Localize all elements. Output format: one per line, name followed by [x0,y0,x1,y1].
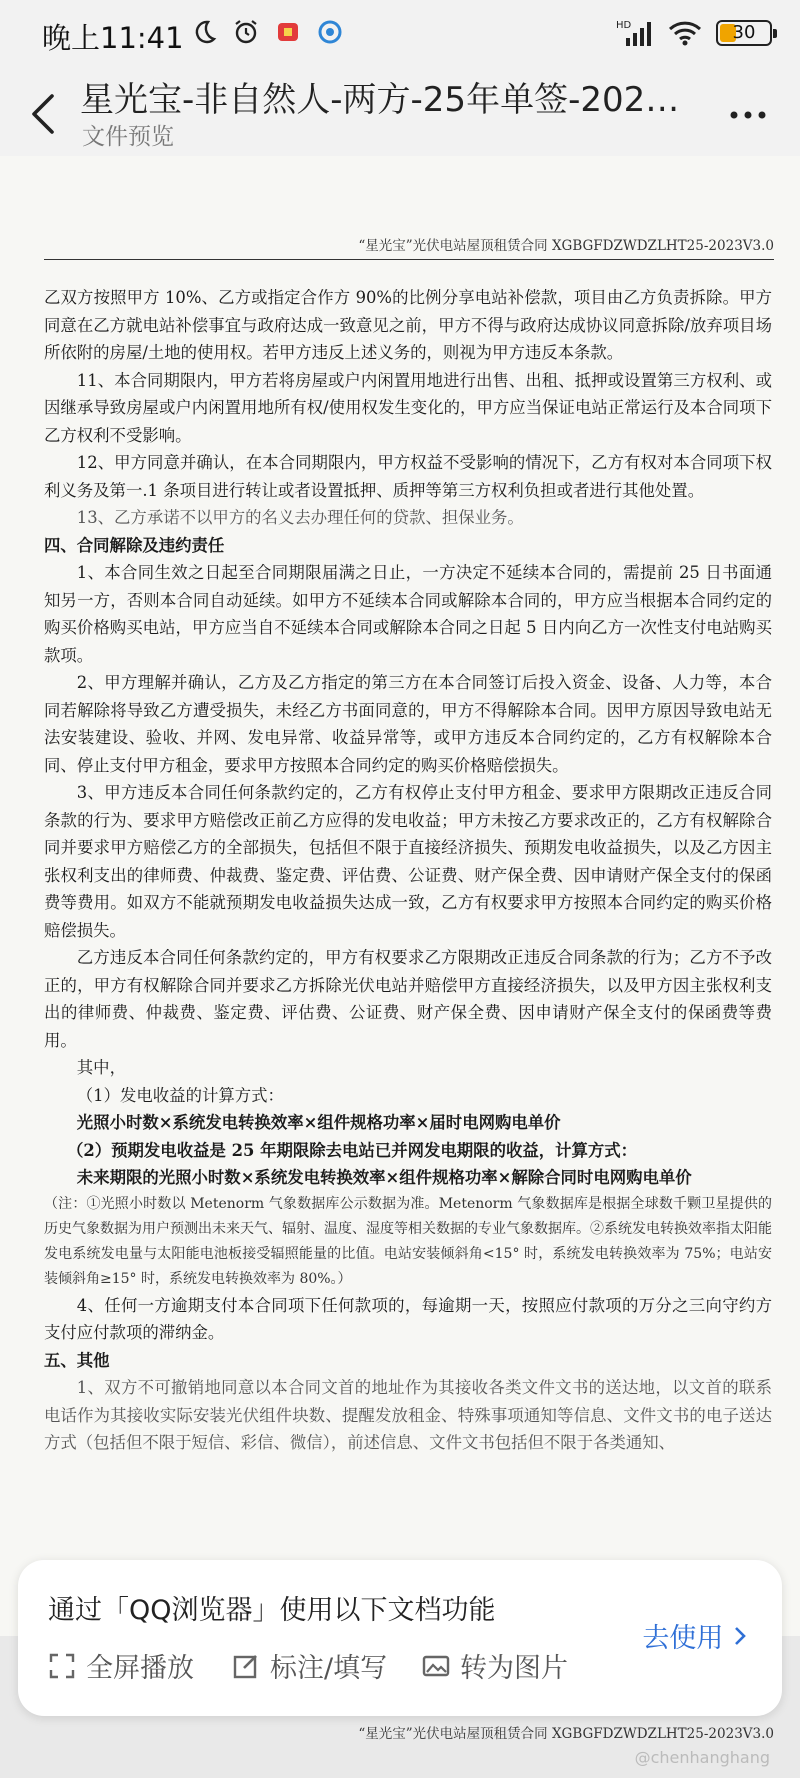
fullscreen-play-button[interactable] [48,1646,194,1685]
alarm-icon [232,18,260,46]
contract-body [44,284,772,1457]
paragraph: 其中， [76,1058,126,1077]
wifi-icon [668,19,702,47]
paragraph: 12、甲方同意并确认，在本合同期限内，甲方权益不受影响的情况下，乙方有权对本合同项下权利义务及第一.1 条项目进行转让或者设置抵押、质押等第三方权利负担或者进行其他处置。 [44,453,772,500]
paragraph: 1、双方不可撤销地同意以本合同文首的地址作为其接收各类文件文书的送达地，以文首的联系电话作为其接收实际安装光伏组件块数、提醒发放租金、特殊事项通知等信息、文件文书的电子送达方式（包括但不限于短信、彩信、微信），前述信息、文件文书包括但不限于各类通知、 [44,1378,772,1452]
fullscreen-play-label: 全屏播放 [86,1653,194,1684]
paragraph: （1）发电收益的计算方式： [76,1085,284,1105]
paragraph: 3、甲方违反本合同任何条款约定的，乙方有权停止支付甲方租金、要求甲方限期改正违反合同条款的行为、要求甲方赔偿改正前乙方应得的发电收益；甲方未按乙方要求改正的，乙方有权解除合同并要求甲方赔偿乙方的全部损失，包括但不限于直接经济损失、预期发电收益损失，以及乙方因主张权利支出的律师费、仲裁费、鉴定费、评估费、公证费、财产保全费、因申请财产保全支付的保函费等费用。如双方不能就预期发电收益损失达成一致，乙方有权要求甲方按照本合同约定的购买价格赔偿损失。 [44,783,772,940]
image-icon [422,1652,450,1680]
paragraph: 1、本合同生效之日起至合同期限届满之日止，一方决定不延续本合同的，需提前 25 日书面通知另一方，否则本合同自动延续。如甲方不延续本合同或解除本合同的，甲方应当根据本合同约定的购买价格购买电站，甲方应当自不延续本合同或解除本合同之日起 5 日内向乙方一次性支付电站购买款项。 [44,563,772,665]
go-use-button[interactable] [642,1616,748,1655]
go-use-label: 去使用 [642,1623,724,1654]
paragraph: 乙双方按照甲方 10%、乙方或指定合作方 90%的比例分享电站补偿款，项目由乙方负责拆除。甲方同意在乙方就电站补偿事宜与政府达成一致意见之前，甲方不得与政府达成协议同意拆除/放弃项目场所依附的房屋/土地的使用权。若甲方违反上述义务的，则视为甲方违反本条款。 [44,288,772,362]
app-notification-icon [274,18,302,46]
qq-browser-banner[interactable] [18,1560,782,1716]
paragraph: 13、乙方承诺不以甲方的名义去办理任何的贷款、担保业务。 [76,508,524,527]
paragraph: （2）预期发电收益是 25 年期限除去电站已并网发电期限的收益，计算方式： [66,1140,638,1160]
section-heading: 四、合同解除及违约责任 [44,535,225,555]
status-bar [0,0,800,72]
contract-header: “星光宝”光伏电站屋顶租赁合同 XGBGFDZWDZLHT25-2023V3.0 [44,234,774,260]
banner-title: 通过「QQ浏览器」使用以下文档功能 [48,1595,496,1626]
document-subtitle: 文件预览 [82,124,174,150]
moon-icon [190,18,218,46]
formula: 未来期限的光照小时数×系统发电转换效率×组件规格功率×解除合同时电网购电单价 [76,1168,692,1187]
paragraph: 乙方违反本合同任何条款约定的，甲方有权要求乙方限期改正违反合同条款的行为；乙方不予改正的，甲方有权解除合同并要求乙方拆除光伏电站并赔偿甲方直接经济损失，以及甲方因主张权利支出的律师费、仲裁费、鉴定费、评估费、公证费、财产保全费、因申请财产保全支付的保函费等费用。 [44,948,772,1050]
formula: 光照小时数×系统发电转换效率×组件规格功率×届时电网购电单价 [76,1113,561,1132]
document-page[interactable] [0,156,800,1636]
chevron-right-icon [732,1625,748,1647]
signal-icon [616,18,654,48]
status-icons-right [616,18,772,48]
annotate-fill-button[interactable] [232,1646,387,1685]
fullscreen-icon [48,1652,76,1680]
svg-text:HD: HD [616,20,632,31]
section-heading: 五、其他 [44,1350,110,1370]
status-time: 晚上11:41 [42,21,184,55]
annotate-fill-label: 标注/填写 [270,1653,388,1684]
more-options-icon[interactable] [726,100,770,130]
status-icons-left [190,18,344,46]
paragraph: 2、甲方理解并确认，乙方及乙方指定的第三方在本合同签订后投入资金、设备、人力等，本合同若解除将导致乙方遭受损失，未经乙方书面同意的，甲方不得解除本合同。因甲方原因导致电站无法安装建设、验收、并网、发电异常、收益异常等，或甲方违反本合同约定的，乙方有权解除本合同、停止支付甲方租金，要求甲方按照本合同约定的购买价格赔偿损失。 [44,673,772,775]
document-title: 星光宝-非自然人-两方-25年单签-202… [80,80,680,120]
paragraph: 4、任何一方逾期支付本合同项下任何款项的，每逾期一天，按照应付款项的万分之三向守约方支付应付款项的滞纳金。 [44,1295,772,1342]
battery-indicator: 30 [716,20,772,46]
contract-footer: “星光宝”光伏电站屋顶租赁合同 XGBGFDZWDZLHT25-2023V3.0 [358,1726,774,1742]
convert-to-image-button[interactable] [422,1646,568,1685]
note: （注：①光照小时数以 Metenorm 气象数据库公示数据为准。Metenorm 气象数据库是根据全球数千颗卫星提供的历史气象数据为用户预测出未来天气、辐射、温度、湿度等相关数据的专业气象数据库。②系统发电转换效率指太阳能发电系统发电量与太阳能电池板接受辐照能量的比值。电站安装倾斜角<15° 时，系统发电转换效率为 75%；电站安装倾斜角≥15° 时，系统发电转换效率为 80%。） [44,1195,772,1287]
convert-to-image-label: 转为图片 [460,1653,568,1684]
browser-notification-icon [316,18,344,46]
watermark: @chenhanghang [634,1748,770,1767]
edit-icon [232,1652,260,1680]
paragraph: 11、本合同期限内，甲方若将房屋或户内闲置用地进行出售、出租、抵押或设置第三方权利、或因继承导致房屋或户内闲置用地所有权/使用权发生变化的，甲方应当保证电站正常运行及本合同项下乙方权利不受影响。 [44,370,772,445]
app-bar [0,72,800,156]
back-icon[interactable] [26,90,62,138]
